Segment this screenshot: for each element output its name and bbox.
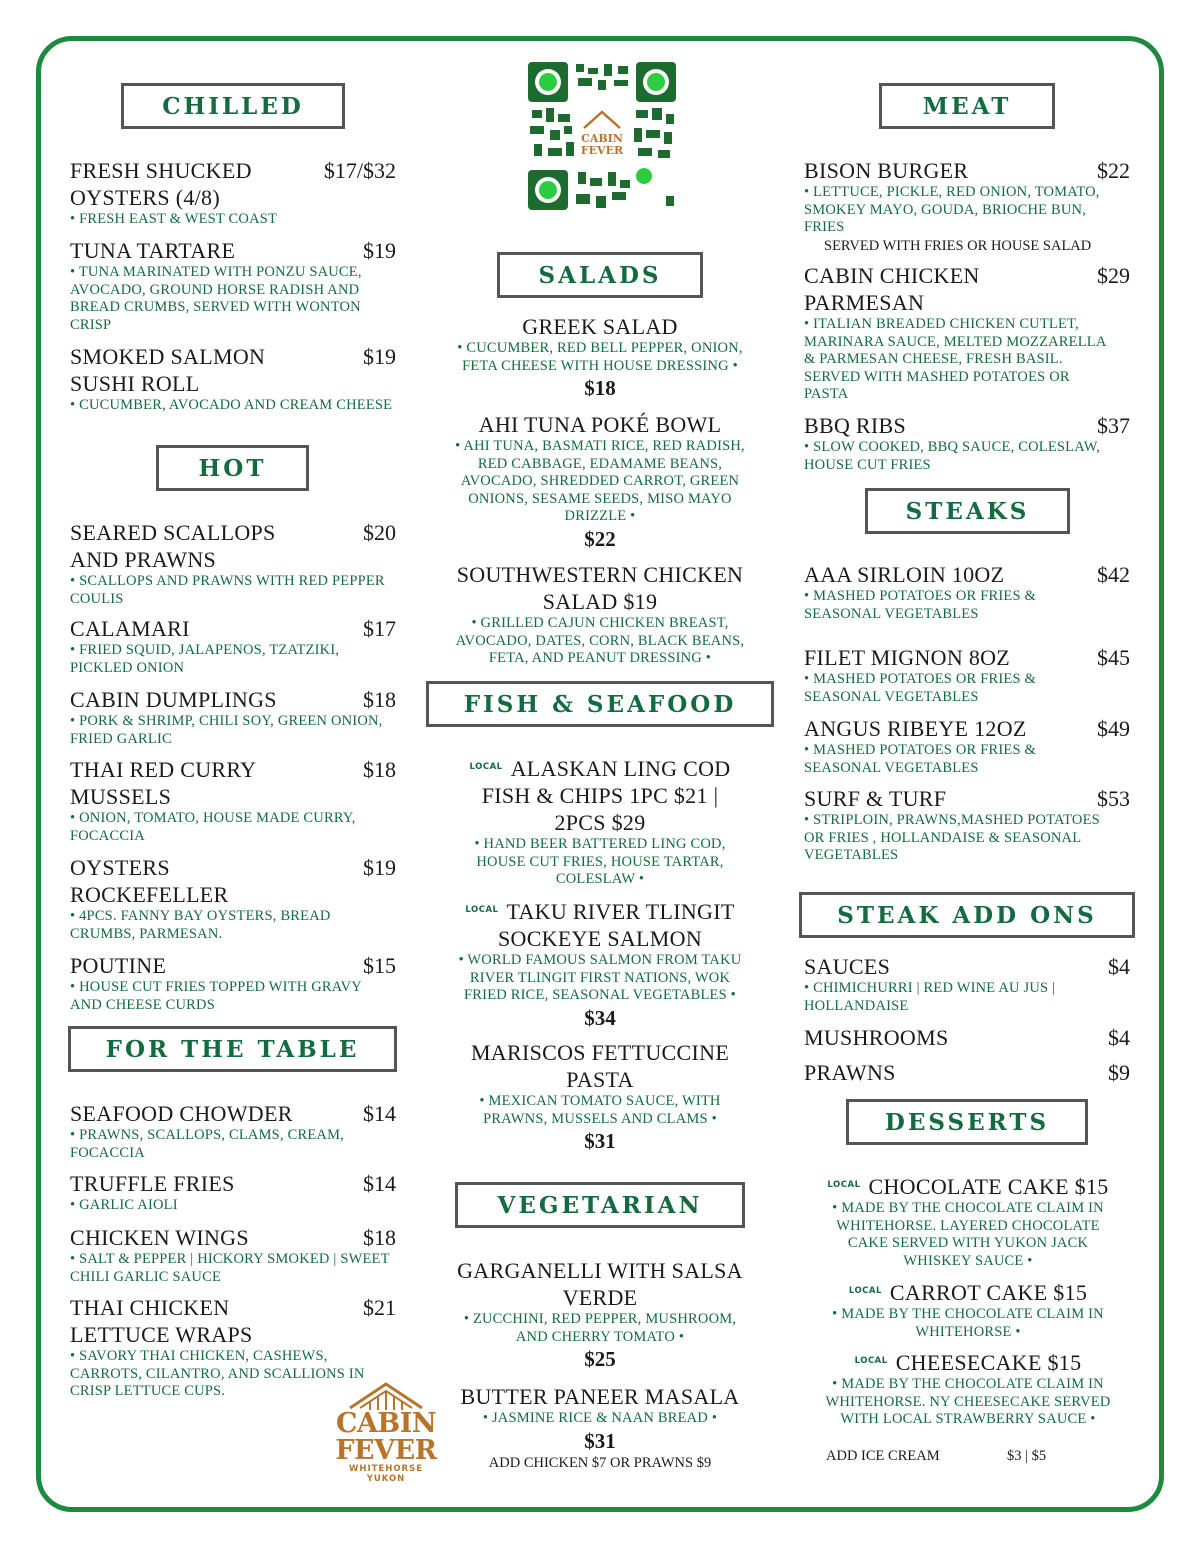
item-price: $21 [363,1295,396,1320]
item-name: BBQ RIBS [804,413,907,438]
item-desc: • CUCUMBER, RED BELL PEPPER, ONION, FETA CHEESE WITH HOUSE DRESSING • [457,340,743,374]
menu-item-mushrooms [804,1024,1130,1051]
item-price: $17 [363,616,396,641]
item-desc: • GARLIC AIOLI [70,1197,178,1213]
item-name: GARGANELLI WITH SALSA [457,1258,743,1283]
item-desc: • LETTUCE, PICKLE, RED ONION, TOMATO, SMOKEY MAYO, GOUDA, BRIOCHE BUN, FRIES [804,184,1100,235]
menu-item-mussels [70,756,396,845]
item-name [800,1278,1136,1306]
item-name: SMOKED SALMON SUSHI ROLL [70,344,266,396]
item-name: PRAWNS [804,1060,896,1085]
section-fish-seafood: FISH & SEAFOOD [426,681,774,727]
item-name: CABIN DUMPLINGS [70,687,277,712]
item-desc: • STRIPLOIN, PRAWNS,MASHED POTATOES OR FRIES , HOLLANDAISE & SEASONAL VEGETABLES [804,812,1100,863]
menu-item-rockefeller [70,854,396,943]
menu-item-surf-turf [804,785,1130,865]
item-name: CHICKEN WINGS [70,1225,249,1250]
item-price: $53 [1097,786,1130,811]
item-desc: • HAND BEER BATTERED LING COD, HOUSE CUT FRIES, HOUSE TARTAR, COLESLAW • [474,836,726,887]
menu-item-dumplings [70,686,396,748]
menu-item-oysters [70,157,396,229]
qr-logo-line1: CABIN [581,132,623,145]
item-desc: • MASHED POTATOES OR FRIES & SEASONAL VEGETABLES [804,588,1037,622]
menu-item-chowder [70,1100,396,1162]
item-desc: • SAVORY THAI CHICKEN, CASHEWS, CARROTS, CILANTRO, AND SCALLIONS IN CRISP LETTUCE CUPS. [70,1348,365,1399]
item-price: $22 [1097,158,1130,183]
item-name [430,754,770,782]
menu-item-garganelli [430,1257,770,1372]
item-name: TUNA TARTARE [70,238,236,263]
menu-item-chicken-parm [804,262,1130,404]
item-name-line2: PASTA [566,1067,634,1092]
menu-item-sockeye [430,897,770,1031]
item-name-line2: VERDE [562,1285,638,1310]
item-name: SOUTHWESTERN CHICKEN [456,562,744,587]
item-price: $4 [1108,954,1130,979]
item-note: SERVED WITH FRIES OR HOUSE SALAD [824,237,1092,254]
menu-item-filet [804,644,1130,706]
menu-item-poutine [70,952,396,1014]
item-name: MARISCOS FETTUCCINE [470,1040,730,1065]
item-name-line2: FISH & CHIPS 1PC $21 | [481,783,719,808]
item-name-text: CHEESECAKE $15 [895,1350,1082,1375]
item-desc: • 4PCS. FANNY BAY OYSTERS, BREAD CRUMBS, PARMESAN. [70,908,331,942]
item-name: AAA SIRLOIN 10OZ [804,562,1005,587]
item-name: MUSHROOMS [804,1025,949,1050]
item-price: $19 [363,855,396,880]
menu-item-cheesecake [800,1348,1136,1429]
item-price: $18 [584,376,616,400]
item-price: $14 [363,1101,396,1126]
item-name: BISON BURGER [804,158,969,183]
local-tag: LOCAL [827,1180,861,1190]
item-desc: • PRAWNS, SCALLOPS, CLAMS, CREAM, FOCACCIA [70,1127,344,1161]
item-price: $19 [363,344,396,369]
item-desc: • AHI TUNA, BASMATI RICE, RED RADISH, RED CABBAGE, EDAMAME BEANS, AVOCADO, SHREDDED CARROT, GREEN ONIONS, SESAME SEEDS, MISO MAYO DRIZZLE • [455,438,745,524]
item-name-line3: 2PCS $29 [554,810,646,835]
item-name-line1: TAKU RIVER TLINGIT [506,899,735,924]
item-name: SURF & TURF [804,786,947,811]
qr-logo-line2: FEVER [580,144,624,157]
item-name: ANGUS RIBEYE 12OZ [804,716,1027,741]
item-desc: • SALT & PEPPER | HICKORY SMOKED | SWEET CHILI GARLIC SAUCE [70,1251,390,1285]
item-price: $31 [584,1428,616,1453]
section-steak-add-ons: STEAK ADD ONS [799,892,1135,938]
item-price: $22 [584,526,616,551]
menu-item-ling-cod [430,754,770,889]
item-name-text: CHOCOLATE CAKE $15 [868,1174,1109,1199]
item-name: OYSTERS ROCKEFELLER [70,855,229,907]
item-price: $37 [1097,413,1130,438]
item-price: $19 [363,238,396,263]
item-price: $45 [1097,645,1130,670]
item-price: $15 [363,953,396,978]
item-desc: • MASHED POTATOES OR FRIES & SEASONAL VEGETABLES [804,671,1037,705]
menu-item-paneer [430,1383,770,1472]
logo-line2: FEVER [335,1435,437,1466]
item-desc: • ZUCCHINI, RED PEPPER, MUSHROOM, AND CHERRY TOMATO • [463,1311,737,1345]
menu-item-wings [70,1224,396,1286]
qr-code-icon[interactable] [528,62,676,210]
item-name-line2: SALAD $19 [542,589,658,614]
menu-item-tuna-tartare [70,237,396,334]
menu-item-truffle-fries [70,1170,396,1215]
item-price: $17/$32 [323,158,396,183]
menu-item-carrot-cake [800,1278,1136,1341]
menu-item-greek-salad [440,313,760,401]
item-name-line1: ALASKAN LING COD [510,756,731,781]
section-salads: SALADS [497,252,703,298]
item-name: CALAMARI [70,616,190,641]
item-note: ADD CHICKEN $7 OR PRAWNS $9 [488,1454,712,1471]
item-price: $18 [363,1225,396,1250]
item-name [430,897,770,925]
item-desc: • ONION, TOMATO, HOUSE MADE CURRY, FOCACCIA [70,810,356,844]
item-desc: • MADE BY THE CHOCOLATE CLAIM IN WHITEHORSE. NY CHEESECAKE SERVED WITH LOCAL STRAWBERRY SAUCE • [825,1376,1111,1427]
section-steaks: STEAKS [865,488,1070,534]
item-desc: • HOUSE CUT FRIES TOPPED WITH GRAVY AND CHEESE CURDS [70,979,362,1013]
menu-item-calamari [70,615,396,677]
menu-item-scallops [70,519,396,608]
item-name: SEARED SCALLOPS AND PRAWNS [70,520,276,572]
item-name: BUTTER PANEER MASALA [460,1384,740,1409]
local-tag: LOCAL [854,1356,888,1366]
menu-item-bbq-ribs [804,412,1130,474]
item-price: $9 [1108,1060,1130,1085]
local-tag: LOCAL [848,1286,882,1296]
item-desc: • MADE BY THE CHOCOLATE CLAIM IN WHITEHORSE • [832,1306,1104,1340]
item-name: FRESH SHUCKED OYSTERS (4/8) [70,158,252,210]
item-price: $29 [1097,263,1130,288]
item-name: FILET MIGNON 8OZ [804,645,1011,670]
item-name: THAI RED CURRY MUSSELS [70,757,256,809]
item-desc: • GRILLED CAJUN CHICKEN BREAST, AVOCADO, DATES, CORN, BLACK BEANS, FETA, AND PEANUT DRESSING • [455,615,745,666]
section-desserts: DESSERTS [846,1099,1088,1145]
item-name [800,1348,1136,1376]
menu-item-chocolate-cake [800,1172,1136,1270]
item-desc: • SCALLOPS AND PRAWNS WITH RED PEPPER COULIS [70,573,385,607]
item-desc: • CHIMICHURRI | RED WINE AU JUS | HOLLANDAISE [804,980,1056,1014]
item-name: SEAFOOD CHOWDER [70,1101,293,1126]
section-vegetarian: VEGETARIAN [455,1182,745,1228]
item-price: $14 [363,1171,396,1196]
cabin-roof-icon [346,1380,426,1410]
section-hot: HOT [156,445,309,491]
logo-line3: WHITEHORSE YUKON [348,1464,424,1484]
item-price: $49 [1097,716,1130,741]
item-desc: • FRIED SQUID, JALAPENOS, TZATZIKI, PICKLED ONION [70,642,340,676]
item-desc: • MEXICAN TOMATO SAUCE, WITH PRAWNS, MUSSELS AND CLAMS • [479,1093,721,1127]
item-name: THAI CHICKEN LETTUCE WRAPS [70,1295,253,1347]
item-desc: • FRESH EAST & WEST COAST [70,211,278,227]
item-name-text: CARROT CAKE $15 [889,1280,1088,1305]
item-name: CABIN CHICKEN PARMESAN [804,263,980,315]
menu-item-sirloin [804,561,1130,623]
local-tag: LOCAL [469,762,503,772]
ice-cream-label: ADD ICE CREAM [826,1448,940,1464]
item-price: $18 [363,687,396,712]
item-desc: • ITALIAN BREADED CHICKEN CUTLET, MARINARA SAUCE, MELTED MOZZARELLA & PARMESAN CHEESE, FRESH BASIL. SERVED WITH MASHED POTATOES OR PASTA [804,316,1106,402]
item-name-line2: SOCKEYE SALMON [497,926,703,951]
menu-item-salmon-roll [70,343,396,415]
section-for-the-table: FOR THE TABLE [68,1026,397,1072]
ice-cream-price: $3 | $5 [1007,1448,1047,1464]
item-desc: • WORLD FAMOUS SALMON FROM TAKU RIVER TLINGIT FIRST NATIONS, WOK FRIED RICE, SEASONAL VEGETABLES • [458,952,742,1003]
menu-item-southwestern-salad [430,561,770,668]
item-price: $18 [363,757,396,782]
item-desc: • MADE BY THE CHOCOLATE CLAIM IN WHITEHORSE. LAYERED CHOCOLATE CAKE SERVED WITH YUKON JACK WHISKEY SAUCE • [832,1200,1104,1269]
section-chilled: CHILLED [121,83,345,129]
item-name: GREEK SALAD [522,314,678,339]
cabin-fever-logo [330,1380,442,1490]
item-price: $34 [584,1005,616,1030]
item-desc: • CUCUMBER, AVOCADO AND CREAM CHEESE [70,397,393,413]
menu-item-prawns [804,1059,1130,1086]
item-desc: • PORK & SHRIMP, CHILI SOY, GREEN ONION, FRIED GARLIC [70,713,383,747]
menu-item-bison-burger [804,157,1130,255]
item-desc: • TUNA MARINATED WITH PONZU SAUCE, AVOCADO, GROUND HORSE RADISH AND BREAD CRUMBS, SERVED WITH WONTON CRISP [70,264,362,333]
logo-line1: CABIN [335,1408,437,1439]
menu-item-poke-bowl [440,411,760,552]
section-meat: MEAT [879,83,1055,129]
item-name [800,1172,1136,1200]
item-desc: • JASMINE RICE & NAAN BREAD • [482,1410,718,1426]
item-name: SAUCES [804,954,891,979]
item-price: $20 [363,520,396,545]
menu-item-sauces [804,953,1130,1015]
item-name: POUTINE [70,953,167,978]
local-tag: LOCAL [465,905,499,915]
item-name: TRUFFLE FRIES [70,1171,235,1196]
menu-item-ribeye [804,715,1130,777]
item-name: AHI TUNA POKÉ BOWL [478,412,722,437]
item-desc: • MASHED POTATOES OR FRIES & SEASONAL VEGETABLES [804,742,1037,776]
item-price: $31 [584,1129,616,1153]
item-price: $42 [1097,562,1130,587]
menu-item-mariscos [430,1039,770,1154]
item-price: $25 [584,1347,616,1371]
item-desc: • SLOW COOKED, BBQ SAUCE, COLESLAW, HOUSE CUT FRIES [804,439,1101,473]
item-price: $4 [1108,1025,1130,1050]
